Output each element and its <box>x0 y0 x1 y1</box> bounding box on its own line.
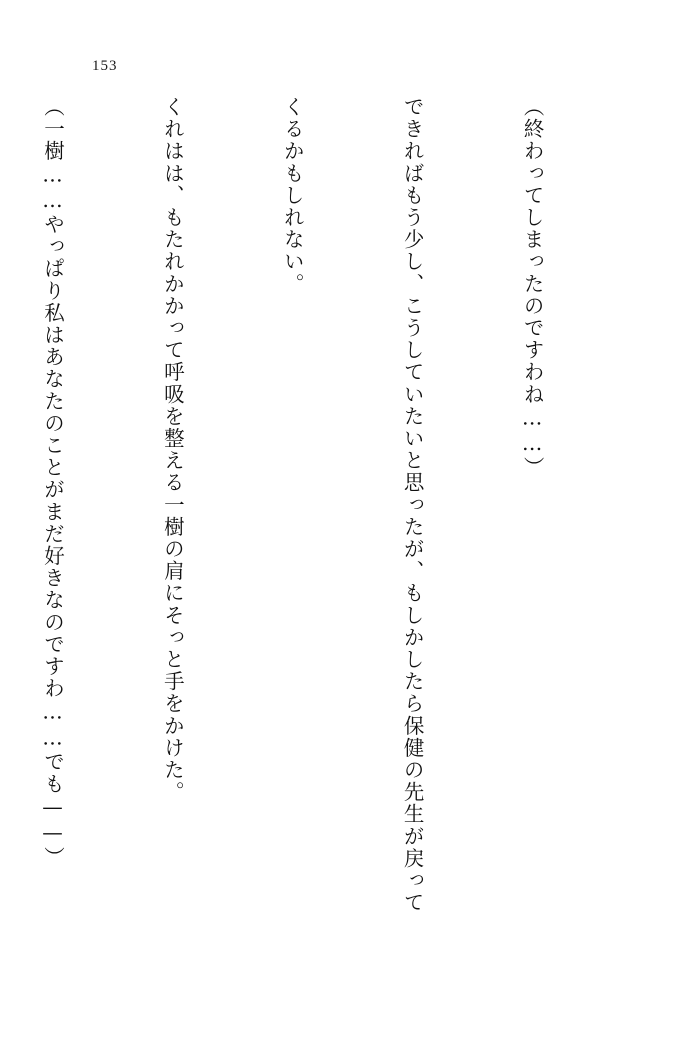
paragraph: くるかもしれない。 <box>280 96 305 295</box>
body-text-vertical <box>0 96 631 976</box>
paragraph: くれはは、もたれかかって呼吸を整える一樹の肩にそっと手をかけた。 <box>160 96 185 804</box>
paragraph: （終わってしまったのですわね……） <box>520 96 545 479</box>
page-number: 153 <box>92 58 118 74</box>
paragraph: できればもう少し、こうしていたいと思ったが、もしかしたら保健の先生が戻って <box>400 96 425 914</box>
paragraph: （一樹……やっぱり私はあなたのことがまだ好きなのですわ……でも——） <box>40 96 65 869</box>
